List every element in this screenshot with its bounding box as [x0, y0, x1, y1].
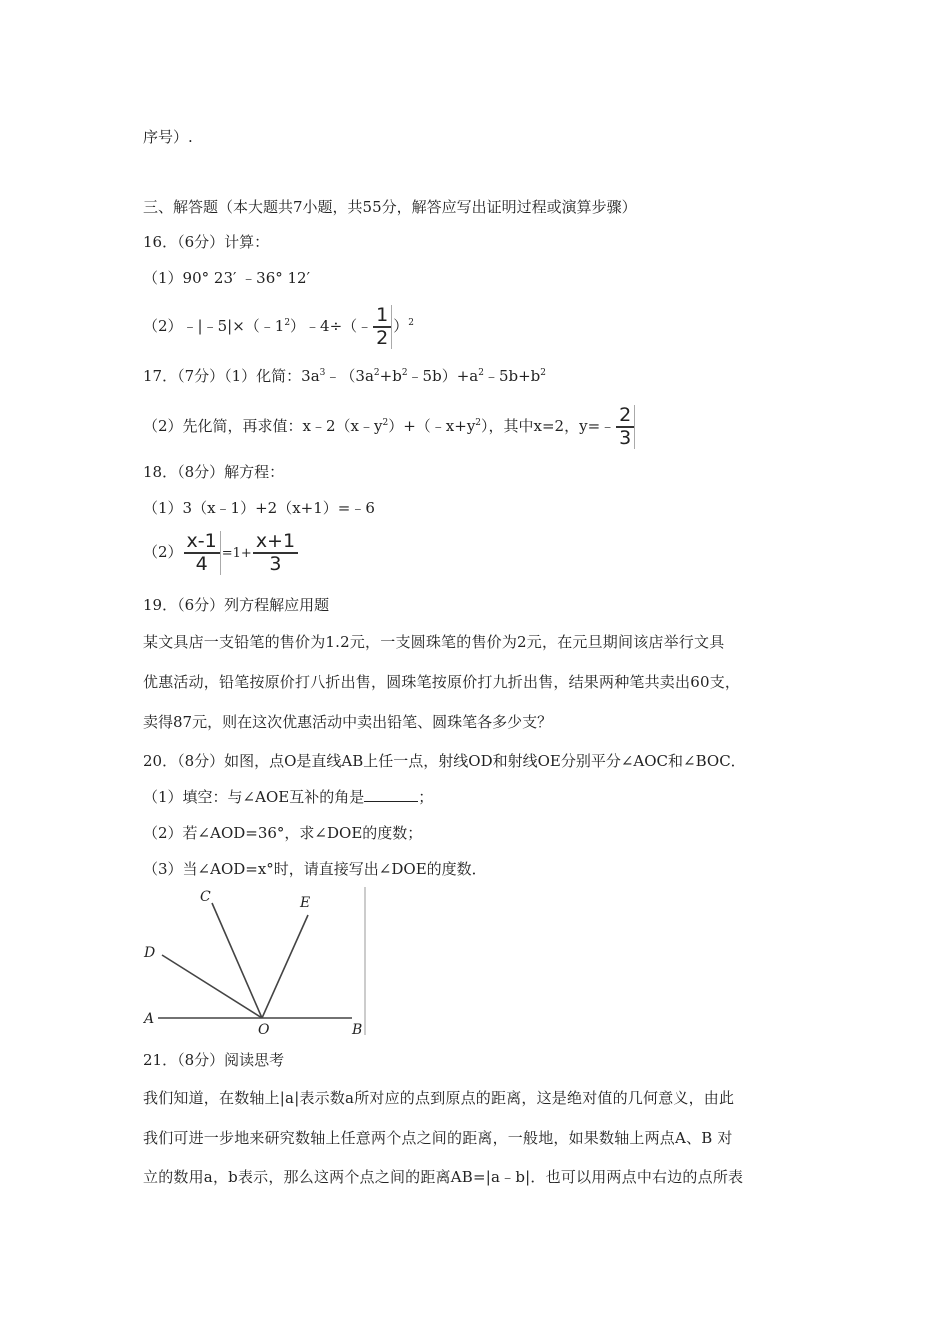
label-d: D: [144, 945, 156, 961]
q17-fraction-numerator: 2: [616, 405, 634, 428]
q18-fraction2-denominator: 3: [269, 553, 282, 575]
q19-heading: 19．（6分）列方程解应用题: [143, 596, 330, 614]
q17-l1-exp2: 2: [373, 368, 380, 378]
answer-blank: [364, 787, 418, 802]
q17-l1-a: 17．（7分）（1）化简：3a: [143, 367, 320, 385]
q17-l1-b: ﹣（3a: [325, 367, 374, 385]
q16-part2-power: 2: [408, 318, 415, 328]
label-e: E: [300, 895, 311, 911]
q17-fraction-denominator: 3: [619, 427, 632, 449]
q21-line1: 我们知道，在数轴上|a|表示数a所对应的点到原点的距离，这是绝对值的几何意义，由此: [143, 1089, 735, 1107]
label-b: B: [352, 1022, 363, 1035]
q16-part2: [143, 304, 414, 349]
q16-fraction-numerator: 1: [373, 305, 391, 328]
label-o: O: [258, 1022, 270, 1035]
q16-heading: 16．（6分）计算：: [143, 233, 270, 251]
q17-l1-exp4: 2: [478, 368, 484, 378]
q17-l1-exp3: 2: [401, 368, 408, 378]
q17-l1-exp5: 2: [540, 368, 547, 378]
q20-part1-end: ；: [418, 788, 434, 806]
q17-fraction: [616, 405, 635, 449]
ray-od: [162, 955, 262, 1018]
q16-part2-exp: 2: [284, 318, 291, 328]
q18-part1: （1）3（x﹣1）+2（x+1）=﹣6: [143, 499, 375, 517]
q17-l1-d: ﹣5b）+a: [407, 367, 479, 385]
q20-part1-text: （1）填空：与∠AOE互补的角是: [143, 788, 365, 806]
label-a: A: [144, 1011, 155, 1027]
ray-oc: [212, 903, 262, 1018]
q17-line1: [143, 366, 546, 386]
q18-part2-mid: =1+: [221, 546, 252, 561]
q16-part2-mid: ）﹣4÷（﹣: [290, 317, 373, 335]
q17-l2-exp1: 2: [382, 418, 389, 428]
q18-part2-pre: （2）: [143, 543, 183, 561]
q16-part1: （1）90° 23′ ﹣36° 12′: [143, 269, 311, 287]
q17-l1-c: +b: [379, 367, 402, 385]
q21-line2: 我们可进一步地来研究数轴上任意两个点之间的距离，一般地，如果数轴上两点A、B 对: [143, 1129, 733, 1147]
q19-line2: 优惠活动，铅笔按原价打八折出售，圆珠笔按原价打九折出售，结果两种笔共卖出60支，: [143, 673, 741, 691]
q21-line3: 立的数用a，b表示，那么这两个点之间的距离AB=|a﹣b|．也可以用两点中右边的点所表: [143, 1168, 744, 1186]
q17-line2: [143, 404, 636, 449]
q16-part2-post: ）: [393, 317, 409, 335]
q20-part2: （2）若∠AOD=36°，求∠DOE的度数；: [143, 824, 423, 842]
q17-l1-f: ﹣5b+b: [483, 367, 541, 385]
q16-part2-pre: （2）﹣|﹣5|×（﹣1: [143, 317, 285, 335]
q18-fraction1-denominator: 4: [195, 553, 208, 575]
q18-fraction2-numerator: x+1: [253, 531, 298, 554]
q16-fraction: [373, 305, 392, 349]
q18-fraction1-numerator: x-1: [184, 531, 220, 554]
q16-fraction-denominator: 2: [376, 327, 389, 349]
q19-line3: 卖得87元，则在这次优惠活动中卖出铅笔、圆珠笔各多少支？: [143, 713, 553, 731]
q20-heading: 20．（8分）如图，点O是直线AB上任一点，射线OD和射线OE分别平分∠AOC和∠BOC．: [143, 752, 746, 770]
q17-l1-exp1: 3: [319, 368, 326, 378]
ray-oe: [262, 915, 308, 1018]
q17-l2-b: ）+（﹣x+y: [388, 417, 476, 435]
q18-part2: [143, 528, 299, 578]
q20-part3: （3）当∠AOD=x°时，请直接写出∠DOE的度数．: [143, 860, 487, 878]
angle-figure: [140, 885, 370, 1035]
q18-fraction2: [253, 531, 298, 575]
q19-line1: 某文具店一支铅笔的售价为1.2元，一支圆珠笔的售价为2元，在元旦期间该店举行文具: [143, 633, 725, 651]
top-line: 序号）.: [143, 128, 193, 146]
q17-l2-c: ），其中x=2，y=﹣: [481, 417, 616, 435]
q20-part1: [143, 787, 433, 807]
label-c: C: [200, 889, 211, 905]
q18-fraction1: [184, 531, 221, 575]
section-title: 三、解答题（本大题共7小题，共55分，解答应写出证明过程或演算步骤）: [143, 198, 637, 216]
q17-l2-a: （2）先化简，再求值：x﹣2（x﹣y: [143, 417, 383, 435]
q17-l2-exp2: 2: [475, 418, 482, 428]
q18-heading: 18．（8分）解方程：: [143, 463, 285, 481]
q21-heading: 21．（8分）阅读思考: [143, 1051, 285, 1069]
